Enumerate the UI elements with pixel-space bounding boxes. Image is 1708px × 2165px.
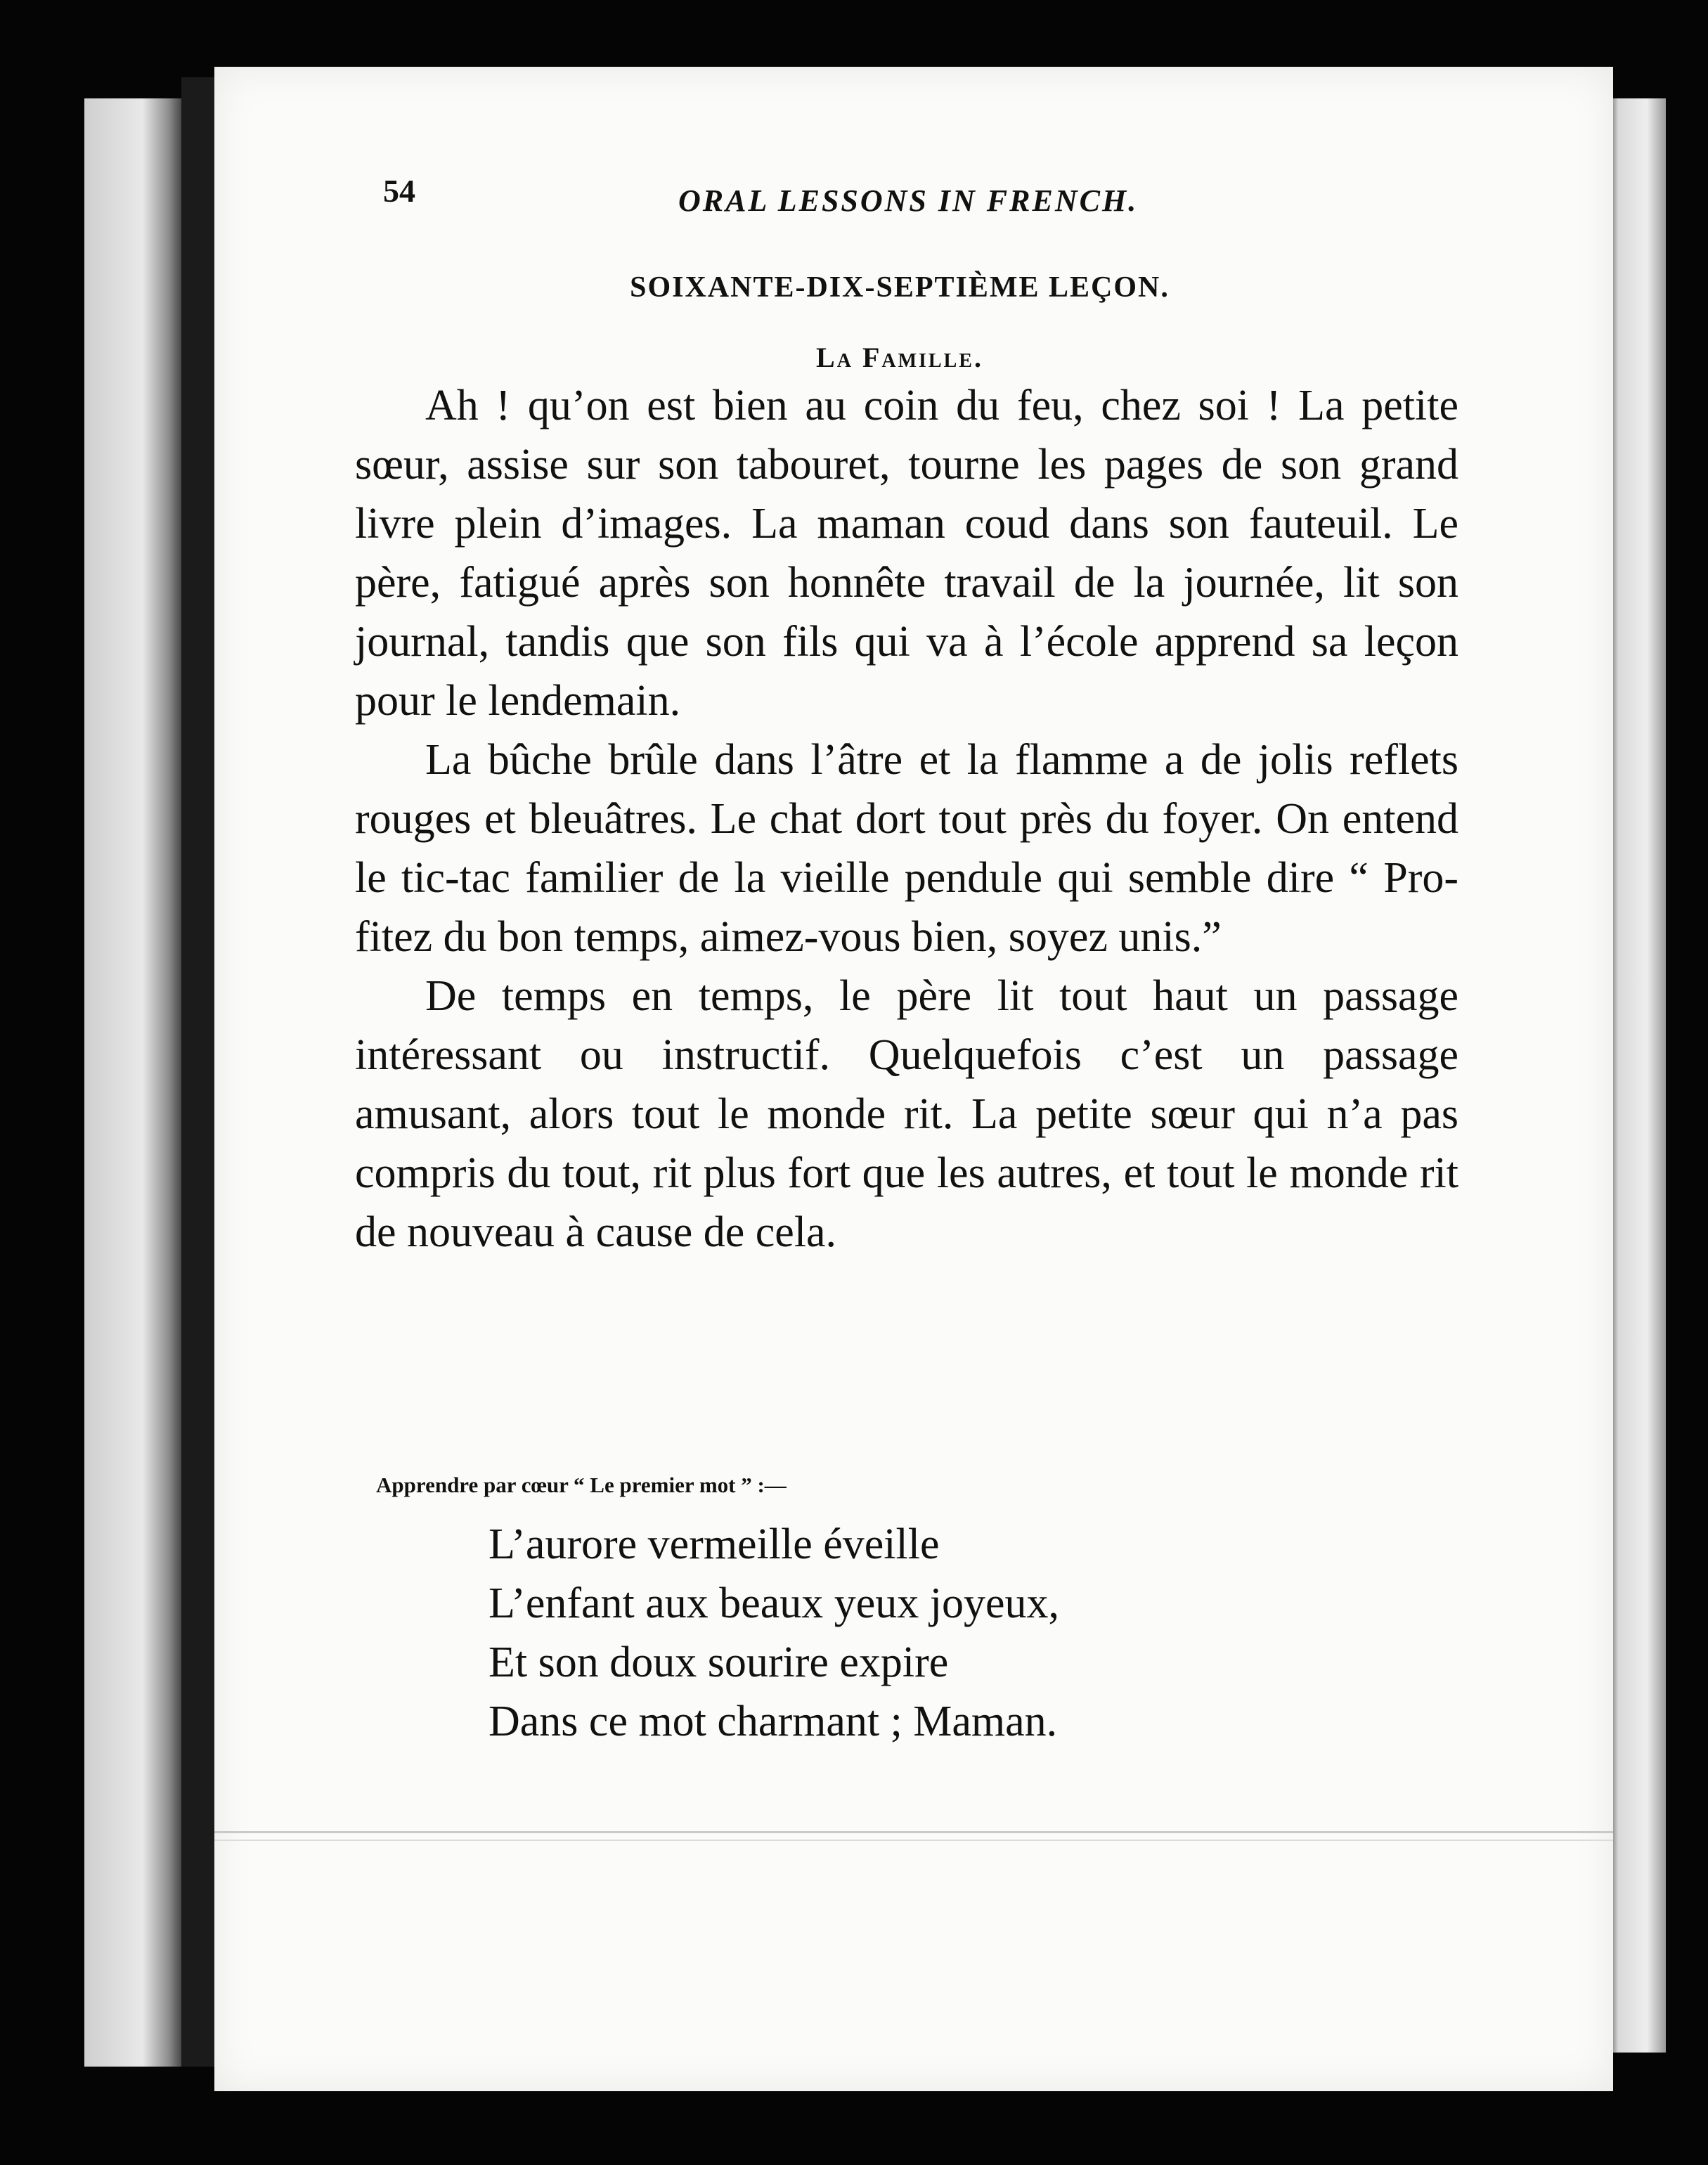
paragraph: Ah ! qu’on est bien au coin du feu, chez soi ! La petite sœur, assise sur son tabouret, tourne les pages de son grand livre plein d’images. La maman coud dans son fauteuil. Le père, fatigué après son honnête travail de la journée, lit son journal, tandis que son fils qui va à l’école apprend sa leçon pour le lendemain.: [355, 382, 1458, 725]
lesson-body: [355, 376, 1458, 1262]
paragraph: La bûche brûle dans l’âtre et la flamme a de jolis reflets rouges et bleuâtres. Le chat dort tout près du foyer. On entend le tic-tac familier de la vieille pendule qui semble dire “ Profitez du bon temps, aimez-vous bien, soyez unis.”: [355, 736, 1458, 961]
poem-line: Dans ce mot charmant ; Maman.: [489, 1698, 1058, 1745]
poem: [489, 1515, 1402, 1751]
poem-line: L’enfant aux beaux yeux joyeux,: [489, 1579, 1060, 1627]
left-page-edge: [84, 98, 190, 2067]
lesson-title: SOIXANTE-DIX-SEPTIÈME LEÇON.: [630, 271, 1170, 304]
page-header: [383, 172, 1437, 228]
book-page: [214, 67, 1613, 2091]
poem-line: L’aurore vermeille éveille: [489, 1520, 940, 1568]
page-fold-line: [214, 1840, 1613, 1841]
page-number: 54: [383, 173, 415, 209]
poem-line: Et son doux sourire expire: [489, 1639, 949, 1686]
page-fold-line: [214, 1831, 1613, 1833]
lesson-subtitle: La Famille.: [816, 342, 983, 373]
paragraph: De temps en temps, le père lit tout haut un passage intéressant ou instructif. Quelquefois c’est un passage amusant, alors tout le monde rit. La petite sœur qui n’a pas compris du tout, rit plus fort que les autres, et tout le monde rit de nouveau à cause de cela.: [355, 972, 1458, 1256]
running-head: ORAL LESSONS IN FRENCH.: [678, 183, 1139, 218]
memorize-instruction: Apprendre par cœur “ Le premier mot ” :—: [376, 1473, 787, 1497]
book-spine: [181, 77, 216, 2067]
